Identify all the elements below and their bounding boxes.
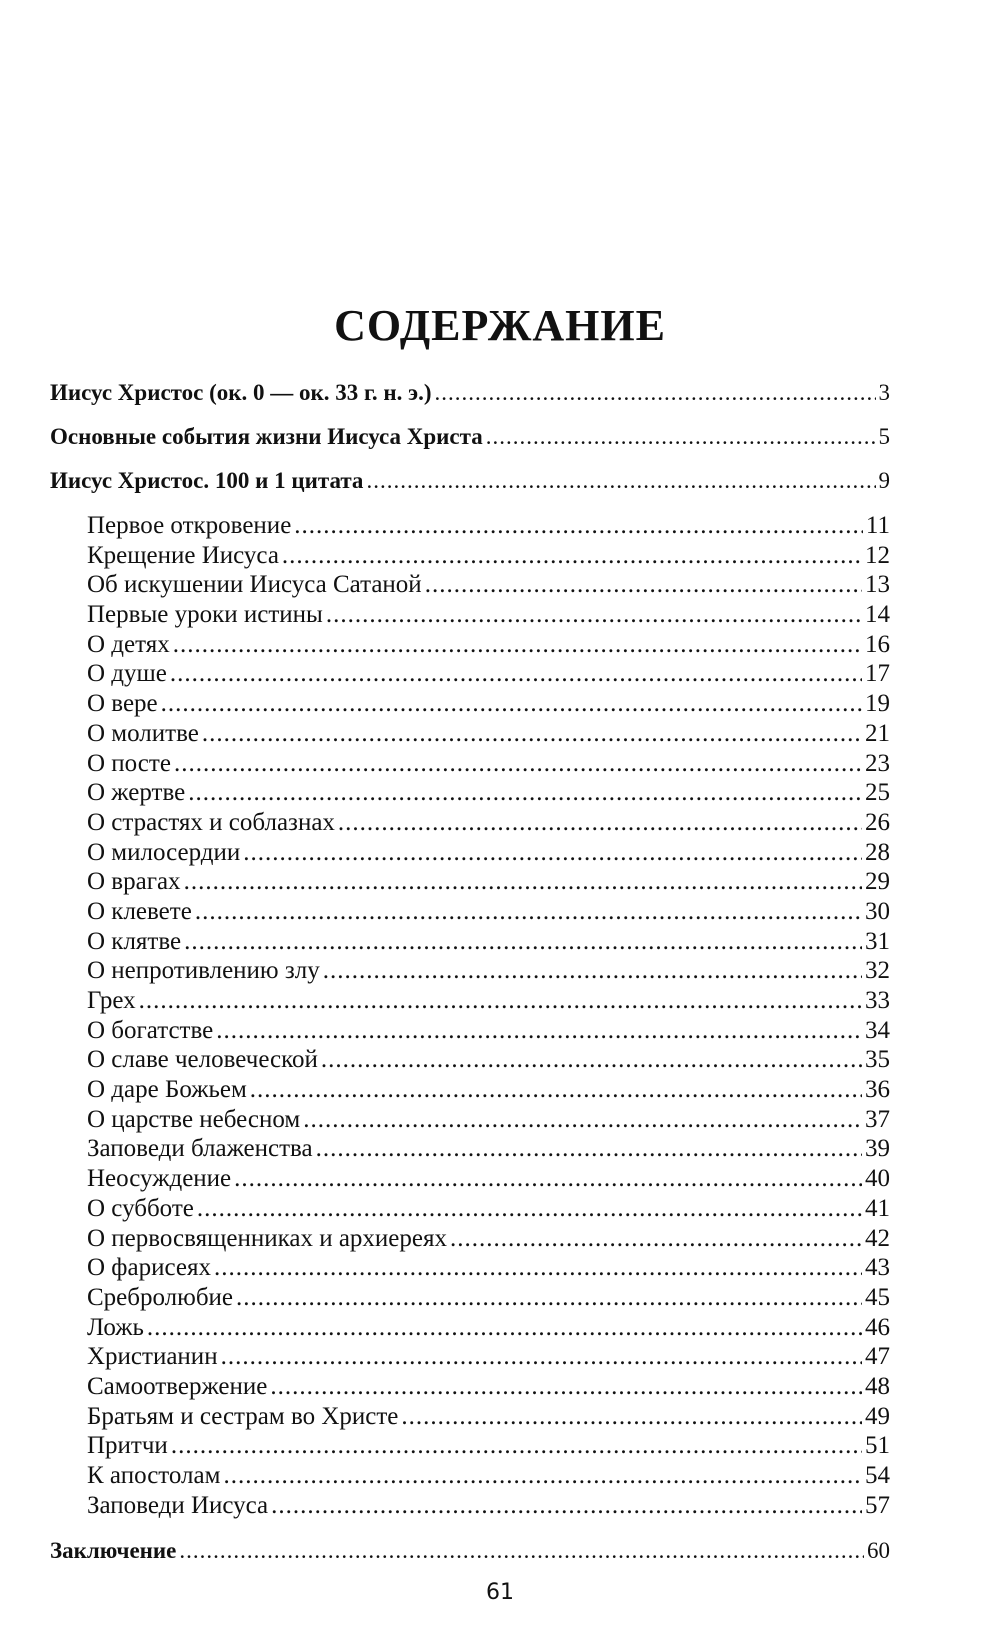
toc-entry bbox=[50, 957, 890, 987]
toc-entry-page: 42 bbox=[865, 1224, 890, 1252]
toc-entry-label: Об искушении Иисуса Сатаной bbox=[87, 571, 422, 599]
dot-leader bbox=[366, 468, 875, 494]
toc-entry bbox=[50, 601, 890, 631]
toc-entry-page: 11 bbox=[865, 512, 890, 539]
toc-entry bbox=[50, 1195, 890, 1225]
toc-entry bbox=[50, 571, 890, 601]
dot-leader bbox=[236, 1284, 862, 1312]
toc-entry bbox=[50, 1314, 890, 1344]
toc-entry-page: 37 bbox=[865, 1105, 890, 1133]
dot-leader bbox=[161, 690, 862, 718]
toc-entry-page: 14 bbox=[865, 601, 890, 629]
toc-entry-page: 17 bbox=[865, 660, 890, 688]
toc-entry bbox=[50, 1284, 890, 1314]
toc-entry bbox=[50, 690, 890, 720]
dot-leader bbox=[202, 720, 862, 748]
dot-leader bbox=[282, 542, 862, 570]
toc-entry-page: 34 bbox=[865, 1016, 890, 1044]
toc-entry-label: Самоотвержение bbox=[87, 1372, 268, 1400]
toc-entry-page: 40 bbox=[865, 1165, 890, 1193]
toc-entry-label: О даре Божьем bbox=[87, 1076, 247, 1104]
toc-entry-label: К апостолам bbox=[87, 1462, 221, 1489]
toc-entry bbox=[50, 512, 890, 542]
dot-leader bbox=[450, 1225, 862, 1253]
toc-entry-label: Основные события жизни Иисуса Христа bbox=[50, 424, 483, 449]
dot-leader bbox=[303, 1106, 862, 1134]
toc-entry-page: 30 bbox=[865, 897, 890, 925]
toc-entry-label: О славе человеческой bbox=[87, 1046, 318, 1074]
dot-leader bbox=[486, 424, 876, 450]
toc-entry-page: 41 bbox=[865, 1194, 890, 1222]
dot-leader bbox=[139, 987, 862, 1015]
toc-entry bbox=[50, 542, 890, 572]
toc-entry bbox=[50, 1135, 890, 1165]
toc-entry bbox=[50, 660, 890, 690]
dot-leader bbox=[401, 1403, 862, 1431]
toc-entry bbox=[50, 1492, 890, 1522]
toc-entry-label: Грех bbox=[87, 987, 136, 1014]
toc-entry-label: О клятве bbox=[87, 927, 182, 955]
dot-leader bbox=[425, 571, 862, 599]
toc-entry-page: 49 bbox=[865, 1402, 890, 1430]
toc-entry-page: 45 bbox=[865, 1283, 890, 1311]
dot-leader bbox=[197, 1195, 862, 1223]
toc-entry bbox=[50, 720, 890, 750]
dot-leader bbox=[250, 1076, 862, 1104]
toc-entry-label: Заповеди Иисуса bbox=[87, 1491, 269, 1519]
dot-leader bbox=[326, 601, 862, 629]
toc-entry bbox=[50, 1462, 890, 1492]
dot-leader bbox=[179, 1538, 864, 1564]
toc-entry bbox=[50, 839, 890, 869]
toc-entry-label: Иисус Христос (ок. 0 — ок. 33 г. н. э.) bbox=[50, 380, 432, 405]
toc-entry-label: Неосуждение bbox=[87, 1165, 232, 1193]
dot-leader bbox=[316, 1135, 862, 1163]
toc-entry bbox=[50, 809, 890, 839]
dot-leader bbox=[173, 631, 862, 659]
toc-entry bbox=[50, 631, 890, 661]
toc-entry-page: 57 bbox=[865, 1491, 890, 1519]
toc-entry-page: 21 bbox=[865, 719, 890, 747]
toc-entry-label: Крещение Иисуса bbox=[87, 541, 279, 569]
dot-leader bbox=[184, 868, 862, 896]
toc-entry-label: Сребролюбие bbox=[87, 1283, 234, 1311]
toc-entry-page: 48 bbox=[865, 1372, 890, 1400]
toc-entry-page: 31 bbox=[865, 927, 890, 955]
dot-leader bbox=[195, 898, 862, 926]
toc-entry-label: О врагах bbox=[87, 868, 181, 896]
dot-leader bbox=[270, 1373, 862, 1401]
toc-entry-label: Братьям и сестрам во Христе bbox=[87, 1402, 399, 1430]
dot-leader bbox=[221, 1343, 862, 1371]
toc-entry bbox=[50, 1254, 890, 1284]
toc-entry-label: Первое откровение bbox=[87, 512, 292, 539]
toc-entry-label: О царстве небесном bbox=[87, 1105, 301, 1133]
toc-entry bbox=[50, 1017, 890, 1047]
toc-entry-page: 51 bbox=[865, 1432, 890, 1460]
toc-entry bbox=[50, 468, 890, 512]
toc-entry-label: Ложь bbox=[87, 1313, 144, 1341]
toc-entry-page: 29 bbox=[865, 868, 890, 896]
toc-entry-page: 46 bbox=[865, 1313, 890, 1341]
toc-entry-label: О жертве bbox=[87, 779, 186, 807]
toc-entry-page: 36 bbox=[865, 1076, 890, 1104]
toc-entry-page: 54 bbox=[865, 1462, 890, 1489]
toc-entry-page: 5 bbox=[878, 424, 890, 449]
toc-entry bbox=[50, 750, 890, 780]
toc-entry bbox=[50, 1432, 890, 1462]
toc-entry bbox=[50, 424, 890, 468]
toc-entry bbox=[50, 1225, 890, 1255]
toc-entry bbox=[50, 1373, 890, 1403]
dot-leader bbox=[234, 1165, 862, 1193]
toc-entry bbox=[50, 987, 890, 1017]
page-number: 61 bbox=[486, 1580, 514, 1605]
toc-entry bbox=[50, 1046, 890, 1076]
toc-entry-page: 13 bbox=[865, 571, 890, 599]
dot-leader bbox=[434, 380, 875, 406]
toc-entry bbox=[50, 928, 890, 958]
page-title: СОДЕРЖАНИЕ bbox=[334, 301, 666, 350]
toc-entry-label: О страстях и соблазнах bbox=[87, 808, 335, 836]
toc-entry-page: 35 bbox=[865, 1046, 890, 1074]
dot-leader bbox=[147, 1314, 862, 1342]
dot-leader bbox=[216, 1017, 862, 1045]
toc-entry bbox=[50, 1403, 890, 1433]
dot-leader bbox=[271, 1492, 862, 1520]
toc-entry-page: 9 bbox=[878, 468, 890, 493]
dot-leader bbox=[184, 928, 862, 956]
toc-entry-page: 23 bbox=[865, 749, 890, 777]
toc-entry-label: О вере bbox=[87, 690, 158, 718]
toc-entry-label: Христианин bbox=[87, 1343, 218, 1371]
dot-leader bbox=[223, 1462, 862, 1490]
toc-entry-page: 60 bbox=[867, 1538, 890, 1564]
toc-entry-label: О детях bbox=[87, 630, 170, 658]
toc-entry-label: Первые уроки истины bbox=[87, 601, 323, 629]
dot-leader bbox=[294, 512, 863, 540]
table-of-contents bbox=[50, 380, 890, 1582]
toc-entry bbox=[50, 779, 890, 809]
toc-entry-page: 47 bbox=[865, 1343, 890, 1371]
toc-entry-page: 43 bbox=[865, 1254, 890, 1282]
toc-entry-label: Иисус Христос. 100 и 1 цитата bbox=[50, 468, 364, 493]
dot-leader bbox=[243, 839, 862, 867]
toc-entry-page: 19 bbox=[865, 690, 890, 718]
toc-entry-page: 3 bbox=[878, 380, 890, 405]
dot-leader bbox=[214, 1254, 862, 1282]
dot-leader bbox=[170, 660, 862, 688]
toc-entry-page: 28 bbox=[865, 838, 890, 866]
toc-entry-label: О субботе bbox=[87, 1194, 194, 1222]
toc-entry-label: О первосвященниках и архиереях bbox=[87, 1224, 447, 1252]
toc-entry-label: О непротивлению злу bbox=[87, 957, 320, 985]
toc-entry-page: 12 bbox=[865, 541, 890, 569]
dot-leader bbox=[171, 1432, 862, 1460]
dot-leader bbox=[174, 750, 862, 778]
toc-entry-page: 26 bbox=[865, 808, 890, 836]
toc-entry-page: 16 bbox=[865, 630, 890, 658]
dot-leader bbox=[338, 809, 862, 837]
toc-entry-label: О посте bbox=[87, 749, 171, 777]
toc-entry-label: О фарисеях bbox=[87, 1254, 211, 1282]
toc-entry-page: 33 bbox=[865, 987, 890, 1014]
toc-entry bbox=[50, 380, 890, 424]
toc-entry bbox=[50, 1538, 890, 1582]
toc-entry-label: О душе bbox=[87, 660, 167, 688]
toc-entry bbox=[50, 1343, 890, 1373]
toc-entry-page: 25 bbox=[865, 779, 890, 807]
toc-entry bbox=[50, 898, 890, 928]
toc-entry-page: 39 bbox=[865, 1135, 890, 1163]
toc-entry bbox=[50, 1106, 890, 1136]
dot-leader bbox=[323, 957, 862, 985]
toc-entry-label: Заключение bbox=[50, 1538, 177, 1564]
dot-leader bbox=[188, 779, 862, 807]
toc-entry-label: О клевете bbox=[87, 897, 192, 925]
dot-leader bbox=[321, 1046, 862, 1074]
toc-entry bbox=[50, 1076, 890, 1106]
toc-entry bbox=[50, 868, 890, 898]
toc-entry-label: О богатстве bbox=[87, 1016, 214, 1044]
toc-entry-label: О милосердии bbox=[87, 838, 241, 866]
toc-entry-label: Заповеди блаженства bbox=[87, 1135, 313, 1163]
toc-entry-page: 32 bbox=[865, 957, 890, 985]
toc-entry bbox=[50, 1165, 890, 1195]
toc-entry-label: О молитве bbox=[87, 719, 199, 747]
toc-entry-label: Притчи bbox=[87, 1432, 168, 1460]
